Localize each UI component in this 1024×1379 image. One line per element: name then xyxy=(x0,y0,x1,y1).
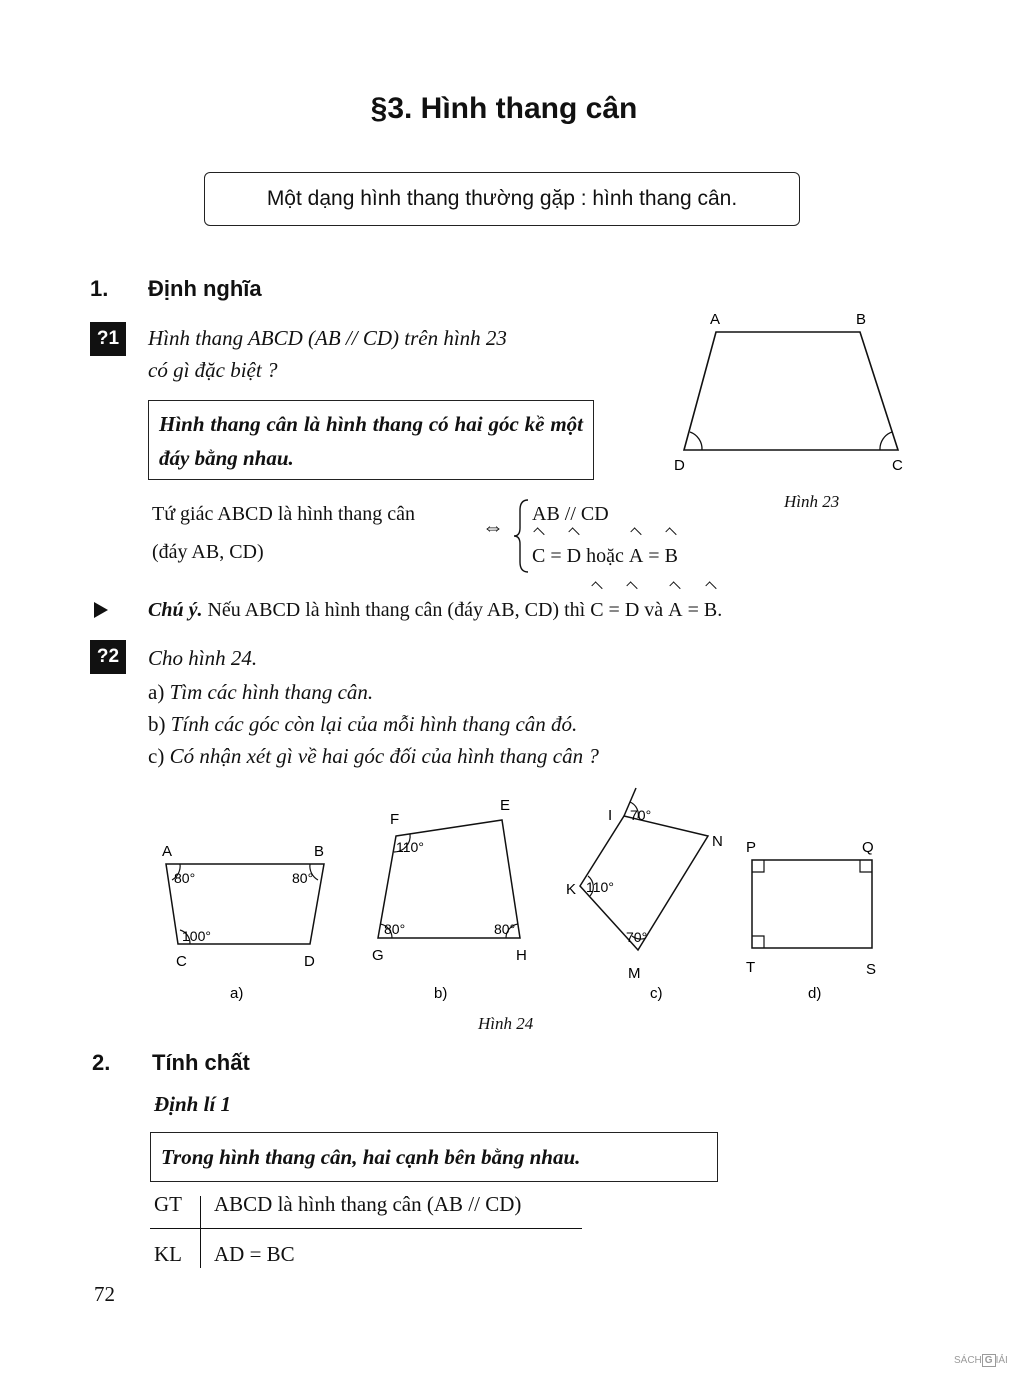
watermark-logo-icon: G xyxy=(982,1354,996,1367)
angle-b-symbol: B xyxy=(665,536,678,576)
section-2-number: 2. xyxy=(92,1050,111,1075)
question-2-b xyxy=(148,708,577,740)
kl-label: KL xyxy=(154,1242,182,1266)
fig-a-label-c: C xyxy=(176,953,187,970)
note-angle-d: D xyxy=(625,590,639,630)
question-1-text xyxy=(148,322,618,386)
figure-23 xyxy=(660,300,920,480)
vertex-b-label: B xyxy=(856,311,867,328)
fig-c-angle-m: 70° xyxy=(626,929,648,945)
note-angle-b: B xyxy=(704,590,717,630)
figure-24-b xyxy=(372,797,527,1002)
kl-text: AD = BC xyxy=(214,1242,295,1266)
fig-b-sublabel: b) xyxy=(434,985,448,1002)
fig-d-label-p: P xyxy=(746,839,757,856)
gt-kl-table xyxy=(150,1188,582,1272)
vertex-d-label: D xyxy=(674,457,685,474)
fig-a-angle-c: 100° xyxy=(182,928,211,944)
theorem-1-box: Trong hình thang cân, hai cạnh bên bằng nhau. xyxy=(150,1132,718,1182)
figure-24-a xyxy=(162,843,324,1002)
fig-d-label-s: S xyxy=(866,961,877,978)
fig-a-angle-a: 80° xyxy=(174,870,196,886)
figure-23-caption: Hình 23 xyxy=(784,492,840,511)
equiv-right-2 xyxy=(532,536,678,576)
page-title: §3. Hình thang cân xyxy=(370,92,638,125)
section-1-number: 1. xyxy=(90,276,109,301)
fig-b-angle-g: 80° xyxy=(384,921,406,937)
question-2-badge: ?2 xyxy=(90,640,126,674)
equiv-left-1: Tứ giác ABCD là hình thang cân xyxy=(152,503,416,525)
question-1-line-1: Hình thang ABCD (AB // CD) trên hình 23 xyxy=(148,326,507,350)
question-1-badge: ?1 xyxy=(90,322,126,356)
question-2-a-prefix: a) xyxy=(148,680,165,704)
fig-a-label-a: A xyxy=(162,843,173,860)
angle-c-mark xyxy=(880,432,892,450)
note-equals-2: = xyxy=(687,599,699,621)
note-angle-a: A xyxy=(668,590,682,630)
note-period: . xyxy=(717,599,723,621)
arrow-bullet-icon xyxy=(92,600,110,620)
fig-c-label-n: N xyxy=(712,833,723,850)
note-equals: = xyxy=(608,599,620,621)
note-and: và xyxy=(644,599,664,621)
gt-kl-divider xyxy=(150,1228,582,1229)
gt-label: GT xyxy=(154,1192,182,1216)
watermark xyxy=(954,1354,1008,1367)
question-1-line-2: có gì đặc biệt ? xyxy=(148,358,278,382)
definition-box: Hình thang cân là hình thang có hai góc kề một đáy bằng nhau. xyxy=(148,400,594,480)
question-2-a xyxy=(148,676,373,708)
trapezoid-abcd xyxy=(684,332,898,450)
question-2-c-prefix: c) xyxy=(148,744,165,768)
theorem-1-title: Định lí 1 xyxy=(154,1092,232,1116)
note xyxy=(148,590,722,630)
fig-d-label-q: Q xyxy=(862,839,874,856)
figure-24-c xyxy=(566,788,723,1002)
note-text: Nếu ABCD là hình thang cân (đáy AB, CD) thì xyxy=(207,599,586,621)
fig-d-label-t: T xyxy=(746,959,756,976)
equals-sign: = xyxy=(550,545,562,567)
fig-b-label-g: G xyxy=(372,947,384,964)
fig-a-sublabel: a) xyxy=(230,985,244,1002)
angle-d-mark xyxy=(690,432,702,450)
angle-a-symbol: A xyxy=(629,536,643,576)
fig-d-sublabel: d) xyxy=(808,985,822,1002)
fig-c-angle-i: 70° xyxy=(630,807,652,823)
fig-a-label-b: B xyxy=(314,843,325,860)
figure-24 xyxy=(140,780,900,1010)
question-2-c-text: Có nhận xét gì về hai góc đối của hình thang cân ? xyxy=(169,744,599,768)
equiv-arrow: ⇔ xyxy=(482,514,504,539)
section-2-title: Tính chất xyxy=(152,1050,250,1075)
fig-b-label-h: H xyxy=(516,947,527,964)
angle-d-symbol: D xyxy=(567,536,581,576)
vertex-c-label: C xyxy=(892,457,903,474)
angle-c-symbol: C xyxy=(532,536,545,576)
fig-c-sublabel: c) xyxy=(650,985,663,1002)
fig-c-angle-k: 110° xyxy=(586,879,614,895)
vertex-a-label: A xyxy=(710,311,721,328)
question-2-c xyxy=(148,740,599,772)
question-2-a-text: Tìm các hình thang cân. xyxy=(169,680,374,704)
question-2-b-text: Tính các góc còn lại của mỗi hình thang cân đó. xyxy=(170,712,578,736)
intro-box: Một dạng hình thang thường gặp : hình thang cân. xyxy=(204,172,800,226)
fig-b-label-f: F xyxy=(390,811,400,828)
fig-b-angle-h: 80° xyxy=(494,921,516,937)
question-2-line-0: Cho hình 24. xyxy=(148,646,258,670)
fig-b-angle-f: 110° xyxy=(396,839,424,855)
equals-sign-2: = xyxy=(648,545,660,567)
or-word: hoặc xyxy=(586,545,624,567)
section-1-title: Định nghĩa xyxy=(148,276,262,301)
equiv-right-1: AB // CD xyxy=(532,503,609,525)
note-label: Chú ý. xyxy=(148,599,203,621)
equiv-left-2: (đáy AB, CD) xyxy=(152,541,264,563)
page-number: 72 xyxy=(94,1282,115,1306)
fig-a-label-d: D xyxy=(304,953,315,970)
fig-a-angle-b: 80° xyxy=(292,870,314,886)
watermark-right: IẢI xyxy=(995,1355,1008,1366)
watermark-left: SÁCH xyxy=(954,1355,982,1366)
note-angle-c: C xyxy=(590,590,603,630)
gt-kl-separator xyxy=(200,1196,201,1268)
figure-24-d xyxy=(746,839,876,1002)
fig-c-label-i: I xyxy=(608,807,613,824)
fig-c-label-m: M xyxy=(628,965,641,982)
fig-b-label-e: E xyxy=(500,797,511,814)
fig-c-label-k: K xyxy=(566,881,577,898)
figure-24-caption: Hình 24 xyxy=(478,1014,534,1033)
question-2-b-prefix: b) xyxy=(148,712,166,736)
gt-text: ABCD là hình thang cân (AB // CD) xyxy=(214,1192,522,1216)
brace-icon xyxy=(514,498,530,574)
